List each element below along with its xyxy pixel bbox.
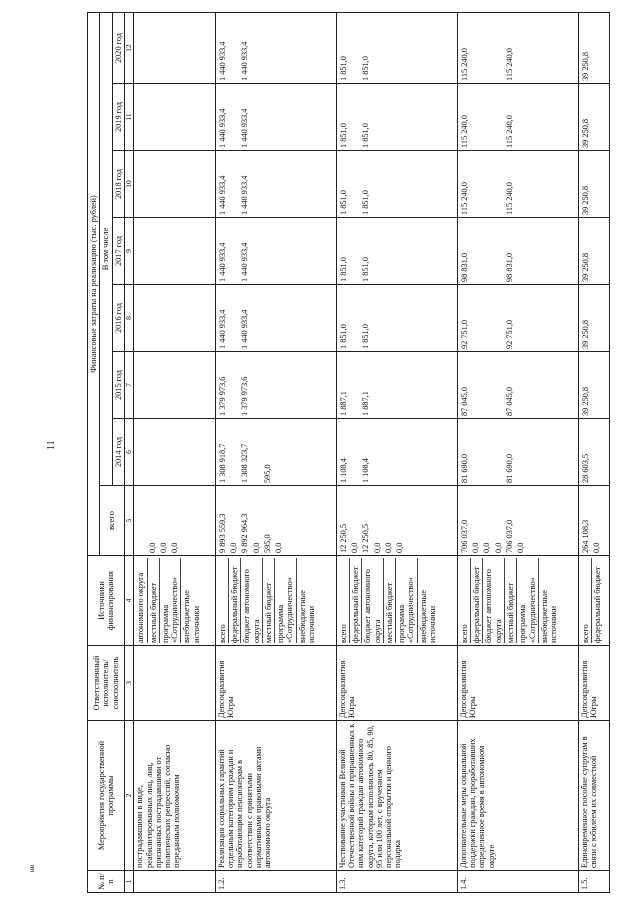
amount-value: [394, 421, 405, 483]
amount-value: [470, 354, 481, 416]
responsible-executor: Депсоцразвития Югры: [457, 646, 578, 721]
amount-value: 1 851,0: [361, 257, 371, 282]
column-number: 2: [124, 721, 133, 871]
amount-value: [481, 287, 492, 349]
amount-value: [228, 86, 239, 148]
table-row: [215, 13, 336, 893]
table-body: [134, 13, 610, 893]
year-amount: [578, 13, 609, 84]
amount-value: 1 440 933,4: [240, 242, 250, 282]
responsible-executor: Депсоцразвития Югры: [215, 646, 336, 721]
amount-value: 115 240,0: [504, 182, 514, 215]
year-amount: [457, 151, 578, 218]
year-amount: [457, 419, 578, 486]
funding-source-item: местный бюджет: [384, 558, 396, 643]
amount-value: 92 751,0: [504, 319, 514, 349]
measure-name: Единовременное пособие супругам в связи с юбилеем их совместной: [578, 721, 609, 871]
amount-value: [394, 220, 405, 282]
amount-value: [470, 287, 481, 349]
year-amount: [336, 151, 457, 218]
row-number: 1.4.: [457, 871, 578, 893]
amount-value: 115 240,0: [459, 182, 469, 215]
amount-value: [349, 86, 360, 148]
amount-value: [493, 220, 504, 282]
funding-source-item: программа «Сотрудничество»: [160, 558, 182, 643]
amount-value: [394, 354, 405, 416]
amount-value: [394, 287, 405, 349]
year-amount: [457, 352, 578, 419]
amount-value: [273, 421, 284, 483]
header-year: 2016 год: [112, 285, 124, 352]
header-including: В том числе: [100, 13, 112, 486]
amount-value: 9 893 559,3: [217, 513, 227, 553]
funding-source-item: программа «Сотрудничество»: [396, 558, 418, 643]
amount-value: [273, 220, 284, 282]
total-amount: [457, 486, 578, 556]
amount-value: [273, 153, 284, 215]
amount-value: 1 440 933,4: [217, 108, 227, 148]
amount-value: [515, 354, 526, 416]
amount-value: 28 603,5: [580, 453, 590, 483]
amount-value: [470, 15, 481, 81]
amount-value: 1 440 933,4: [217, 41, 227, 81]
funding-source-item: федеральный бюджет: [229, 558, 241, 643]
column-number: 9: [124, 218, 133, 285]
header-financial-costs: Финансовые затраты на реализацию (тыс. рублей): [88, 13, 100, 556]
column-number: 10: [124, 151, 133, 218]
amount-value: 1 440 933,4: [217, 309, 227, 349]
amount-value: 81 690,0: [504, 453, 514, 483]
amount-value: 98 831,0: [459, 252, 469, 282]
amount-value: [493, 421, 504, 483]
funding-source-item: всего: [217, 558, 229, 643]
funding-source-item: программа «Сотрудничество»: [517, 558, 539, 643]
amount-value: 1 440 933,4: [217, 242, 227, 282]
year-amount: [578, 285, 609, 352]
column-number-row: [124, 13, 133, 893]
column-number: 1: [124, 871, 133, 893]
amount-value: 1 851,0: [361, 190, 371, 215]
amount-value: 1 440 933,4: [240, 108, 250, 148]
amount-value: 1 108,4: [361, 458, 371, 483]
amount-value: [251, 354, 262, 416]
amount-value: [273, 86, 284, 148]
amount-value: 1 851,0: [338, 123, 348, 148]
row-number: [134, 871, 215, 893]
amount-value: [515, 15, 526, 81]
header-year: 2015 год: [112, 352, 124, 419]
total-amount: [336, 486, 457, 556]
amount-value: [251, 287, 262, 349]
amount-value: [349, 421, 360, 483]
amount-value: [481, 354, 492, 416]
amount-value: 9 892 964,3: [240, 513, 250, 553]
amount-value: [515, 220, 526, 282]
amount-value: [262, 153, 273, 215]
amount-value: 0,0: [395, 542, 405, 553]
amount-value: [383, 354, 394, 416]
amount-value: 0,0: [482, 542, 492, 553]
row-number: 1.3.: [336, 871, 457, 893]
amount-value: [372, 15, 383, 81]
amount-value: [470, 153, 481, 215]
amount-value: [515, 153, 526, 215]
column-number: 7: [124, 352, 133, 419]
year-amount: [134, 151, 215, 218]
amount-value: [515, 421, 526, 483]
amount-value: 1 379 973,6: [217, 376, 227, 416]
amount-value: 706 037,0: [504, 519, 514, 553]
header-year: 2017 год: [112, 218, 124, 285]
year-amount: [457, 285, 578, 352]
funding-sources: [578, 556, 609, 646]
year-amount: [578, 84, 609, 151]
amount-value: 1 851,0: [361, 56, 371, 81]
year-amount: [336, 419, 457, 486]
responsible-executor: Депсоцразвития Югры: [578, 646, 609, 721]
amount-value: 39 250,8: [580, 252, 590, 282]
amount-value: [515, 287, 526, 349]
amount-value: [481, 86, 492, 148]
funding-source-item: всего: [580, 558, 592, 643]
amount-value: 115 240,0: [504, 115, 514, 148]
total-amount: [134, 486, 215, 556]
amount-value: [481, 421, 492, 483]
amount-value: 595,0: [262, 534, 272, 553]
funding-source-item: местный бюджет: [505, 558, 517, 643]
table-row: [578, 13, 609, 893]
amount-value: 1 887,1: [361, 391, 371, 416]
column-number: 8: [124, 285, 133, 352]
amount-value: 115 240,0: [459, 115, 469, 148]
amount-value: [273, 287, 284, 349]
row-number: 1.2.: [215, 871, 336, 893]
amount-value: [349, 354, 360, 416]
year-amount: [457, 218, 578, 285]
column-number: 3: [124, 646, 133, 721]
amount-value: [383, 86, 394, 148]
amount-value: 1 851,0: [338, 56, 348, 81]
amount-value: 0,0: [592, 542, 602, 553]
year-amount: [578, 419, 609, 486]
year-amount: [215, 285, 336, 352]
year-amount: [578, 352, 609, 419]
year-amount: [336, 285, 457, 352]
funding-source-item: бюджет автономного округа: [362, 558, 384, 643]
amount-value: 1 851,0: [338, 257, 348, 282]
year-amount: [215, 352, 336, 419]
row-number: 1.5.: [578, 871, 609, 893]
amount-value: [383, 153, 394, 215]
amount-value: [383, 220, 394, 282]
year-amount: [134, 285, 215, 352]
funding-source-item: федеральный бюджет: [471, 558, 483, 643]
total-amount: [578, 486, 609, 556]
column-number: 12: [124, 13, 133, 84]
measure-name: Реализация социальных гарантий отдельным категориям граждан и неработающим пенсионерам в соответствии с принятыми нормативными правовыми актами автономного округа: [215, 721, 336, 871]
amount-value: 595,0: [262, 464, 272, 483]
amount-value: 39 250,8: [580, 118, 590, 148]
year-amount: [336, 352, 457, 419]
amount-value: [228, 354, 239, 416]
amount-value: 0,0: [158, 542, 168, 553]
header-measure: Мероприятия государственной программы: [88, 721, 125, 871]
amount-value: [228, 15, 239, 81]
amount-value: [481, 220, 492, 282]
year-amount: [134, 84, 215, 151]
amount-value: [493, 153, 504, 215]
amount-value: [349, 153, 360, 215]
header-year: 2020 год: [112, 13, 124, 84]
amount-value: [228, 287, 239, 349]
header-no: № п/п: [88, 871, 125, 893]
amount-value: [228, 153, 239, 215]
funding-sources: [457, 556, 578, 646]
amount-value: 115 240,0: [459, 48, 469, 81]
amount-value: [251, 86, 262, 148]
amount-value: 81 690,0: [459, 453, 469, 483]
amount-value: 0,0: [383, 542, 393, 553]
amount-value: 115 240,0: [504, 48, 514, 81]
amount-value: [515, 86, 526, 148]
amount-value: 1 440 933,4: [240, 309, 250, 349]
amount-value: [262, 220, 273, 282]
amount-value: [262, 15, 273, 81]
header-total: всего: [100, 486, 125, 556]
table-row: [457, 13, 578, 893]
amount-value: [228, 220, 239, 282]
responsible-executor: Депсоцразвития Югры: [336, 646, 457, 721]
column-number: 11: [124, 84, 133, 151]
amount-value: 39 250,8: [580, 386, 590, 416]
year-amount: [215, 13, 336, 84]
funding-source-item: программа «Сотрудничество»: [275, 558, 297, 643]
amount-value: 0,0: [493, 542, 503, 553]
amount-value: [481, 153, 492, 215]
amount-value: 0,0: [350, 542, 360, 553]
amount-value: [251, 15, 262, 81]
amount-value: [493, 354, 504, 416]
year-amount: [336, 13, 457, 84]
year-amount: [578, 218, 609, 285]
amount-value: 0,0: [471, 542, 481, 553]
funding-source-item: всего: [459, 558, 471, 643]
page-number: 11: [46, 440, 57, 450]
financing-table: [87, 12, 610, 893]
year-amount: [336, 218, 457, 285]
amount-value: [349, 220, 360, 282]
year-amount: [457, 84, 578, 151]
responsible-executor: [134, 646, 215, 721]
funding-source-item: всего: [338, 558, 350, 643]
amount-value: 264 108,3: [580, 519, 590, 553]
measure-name: Чествование участников Великой Отечественной войны и приравненных к ним категорий граждан автономного округа, которым исполнилось 80, 85, 90, 95 или 100 лет, с вручением персональной открытки и ценного подарка: [336, 721, 457, 871]
amount-value: 98 831,0: [504, 252, 514, 282]
amount-value: 0,0: [372, 542, 382, 553]
amount-value: 87 045,0: [459, 386, 469, 416]
amount-value: 1 308 323,7: [240, 443, 250, 483]
table-row: [134, 13, 215, 893]
measure-name: пострадавшими в виде, реабилитированных лиц, лиц, признанных пострадавшими от политических репрессий, согласно переданным полномочиям: [134, 721, 215, 871]
amount-value: 87 045,0: [504, 386, 514, 416]
amount-value: 706 037,0: [459, 519, 469, 553]
amount-value: 12 250,5: [361, 523, 371, 553]
amount-value: 12 250,5: [338, 523, 348, 553]
year-amount: [215, 151, 336, 218]
amount-value: 1 440 933,4: [217, 175, 227, 215]
amount-value: [394, 86, 405, 148]
amount-value: [251, 153, 262, 215]
amount-value: 1 379 973,6: [240, 376, 250, 416]
year-amount: [215, 419, 336, 486]
amount-value: [493, 15, 504, 81]
amount-value: 39 250,8: [580, 185, 590, 215]
amount-value: [372, 287, 383, 349]
amount-value: 1 308 918,7: [217, 443, 227, 483]
amount-value: 39 250,8: [580, 319, 590, 349]
amount-value: [372, 220, 383, 282]
year-amount: [134, 13, 215, 84]
year-amount: [336, 84, 457, 151]
amount-value: [262, 86, 273, 148]
amount-value: 92 751,0: [459, 319, 469, 349]
corner-mark: нв: [28, 864, 36, 872]
amount-value: [273, 354, 284, 416]
amount-value: 39 250,8: [580, 51, 590, 81]
column-number: 4: [124, 556, 133, 646]
amount-value: [135, 488, 146, 553]
amount-value: [470, 220, 481, 282]
header-year: 2014 год: [112, 419, 124, 486]
funding-source-item: внебюджетные источники: [418, 590, 438, 643]
column-number: 6: [124, 419, 133, 486]
amount-value: [262, 287, 273, 349]
year-amount: [134, 352, 215, 419]
amount-value: 1 851,0: [338, 190, 348, 215]
amount-value: [372, 354, 383, 416]
measure-name: Дополнительные меры социальной поддержки граждан, проработавших определенное время в автономном округе: [457, 721, 578, 871]
header-source: Источники финансирования: [88, 556, 125, 646]
amount-value: [493, 86, 504, 148]
amount-value: [372, 153, 383, 215]
amount-value: 1 851,0: [361, 324, 371, 349]
amount-value: [493, 287, 504, 349]
amount-value: [349, 287, 360, 349]
amount-value: 1 108,4: [338, 458, 348, 483]
amount-value: [470, 86, 481, 148]
funding-source-item: местный бюджет: [148, 558, 160, 643]
amount-value: [273, 15, 284, 81]
funding-source-item: автономного округа: [135, 558, 147, 643]
table-row: [336, 13, 457, 893]
amount-value: [262, 354, 273, 416]
funding-sources: [215, 556, 336, 646]
amount-value: [383, 421, 394, 483]
year-amount: [134, 218, 215, 285]
funding-source-item: местный бюджет: [263, 558, 275, 643]
funding-source-item: внебюджетные источники: [539, 590, 559, 643]
amount-value: [481, 15, 492, 81]
funding-source-item: федеральный бюджет: [593, 566, 603, 643]
funding-sources: [134, 556, 215, 646]
amount-value: [383, 287, 394, 349]
rotated-table-wrapper: [87, 13, 610, 893]
amount-value: 0,0: [170, 542, 180, 553]
amount-value: [394, 153, 405, 215]
amount-value: 0,0: [251, 542, 261, 553]
year-amount: [134, 419, 215, 486]
header-year: 2019 год: [112, 84, 124, 151]
amount-value: [228, 421, 239, 483]
amount-value: [251, 220, 262, 282]
header-responsible: Ответственный исполнитель/ соисполнитель: [88, 646, 125, 721]
funding-source-item: бюджет автономного округа: [241, 558, 263, 643]
funding-source-item: федеральный бюджет: [350, 558, 362, 643]
amount-value: [383, 15, 394, 81]
funding-source-item: бюджет автономного округа: [483, 558, 505, 643]
amount-value: [372, 86, 383, 148]
amount-value: [394, 15, 405, 81]
year-amount: [578, 151, 609, 218]
amount-value: 0,0: [147, 542, 157, 553]
header-year: 2018 год: [112, 151, 124, 218]
amount-value: 0,0: [229, 542, 238, 553]
funding-sources: [336, 556, 457, 646]
header-row-1: [88, 13, 100, 893]
amount-value: [349, 15, 360, 81]
year-amount: [215, 84, 336, 151]
amount-value: 1 440 933,4: [240, 41, 250, 81]
amount-value: [251, 421, 262, 483]
funding-source-item: внебюджетные источники: [182, 590, 201, 643]
year-amount: [457, 13, 578, 84]
amount-value: 1 887,1: [338, 391, 348, 416]
amount-value: 0,0: [516, 542, 526, 553]
amount-value: 0,0: [274, 542, 284, 553]
amount-value: [372, 421, 383, 483]
amount-value: [470, 421, 481, 483]
column-number: 5: [124, 486, 133, 556]
amount-value: 1 851,0: [361, 123, 371, 148]
funding-source-item: внебюджетные источники: [297, 590, 316, 643]
total-amount: [215, 486, 336, 556]
year-amount: [215, 218, 336, 285]
amount-value: 1 440 933,4: [240, 175, 250, 215]
amount-value: 1 851,0: [338, 324, 348, 349]
